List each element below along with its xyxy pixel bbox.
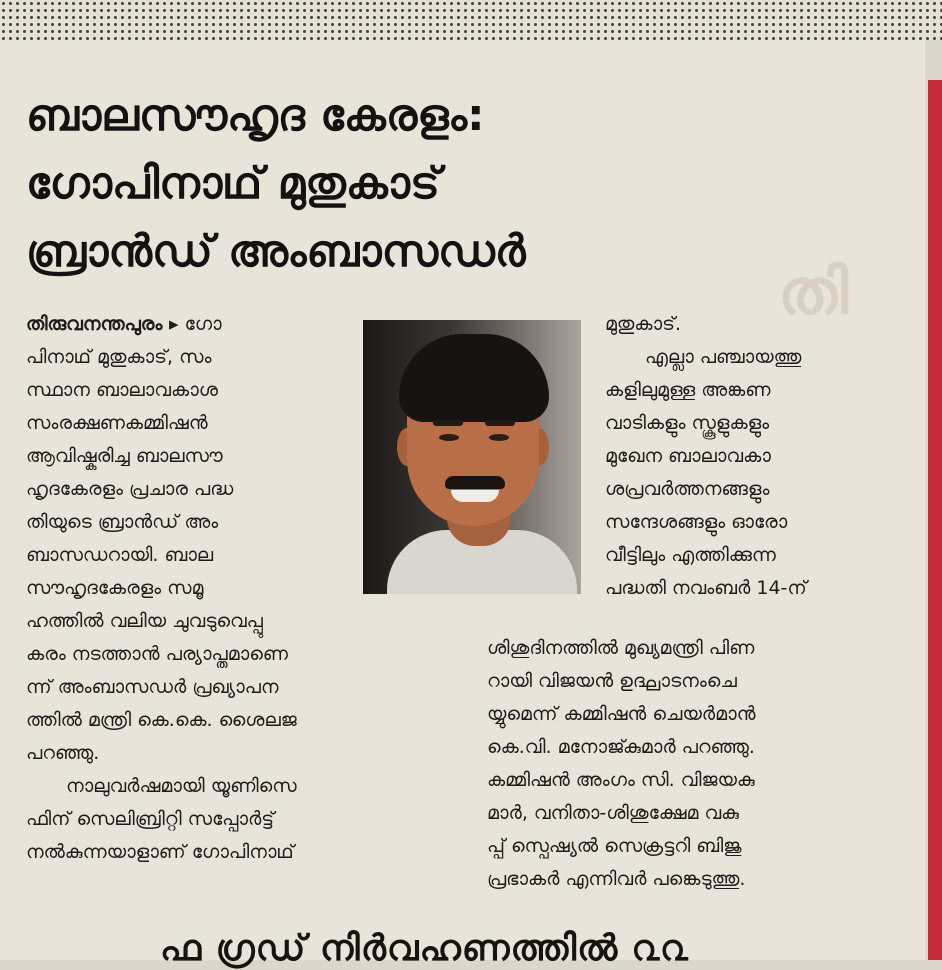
headline-line: ഗോപിനാഥ് മുതുകാട് [26, 158, 440, 209]
body-line: ഹൃദകേരളം പ്രചാര പദ്ധ [26, 478, 234, 500]
body-line: നാലുവർഷമായി യൂണിസെ [66, 775, 297, 797]
eye [439, 434, 459, 441]
article-column-right [605, 308, 915, 605]
body-line: വീട്ടിലും എത്തിക്കുന്ന [605, 544, 776, 566]
body-line: പ്പ് സ്പെഷ്യൽ സെക്രട്ടറി ബിജു [487, 835, 742, 857]
portrait-photo [363, 320, 581, 594]
show-through-text: തി [778, 255, 851, 328]
body-line: മുഖേന ബാലാവകാ [605, 445, 771, 467]
body-line: മാർ, വനിതാ-ശിശുക്ഷേമ വകു [487, 802, 739, 824]
article-column-continued [487, 632, 917, 896]
body-line: പ്രഭാകർ എന്നിവർ പങ്കെടുത്തു. [487, 868, 746, 890]
headline [26, 82, 686, 286]
body-line: ന്ന് അംബാസഡർ പ്രഖ്യാപന [26, 676, 279, 698]
body-text: ഗോ [184, 313, 222, 335]
body-line: കമ്മിഷൻ അംഗം സി. വിജയകു [487, 769, 755, 791]
eyebrow [433, 420, 463, 426]
body-line: കെ.വി. മനോജ്കുമാർ പറഞ്ഞു. [487, 736, 755, 758]
body-line: എല്ലാ പഞ്ചായത്തു [645, 346, 802, 368]
body-line: പറഞ്ഞു. [26, 742, 100, 764]
body-line: കരം നടത്താൻ പര്യാപ്തമാണെ [26, 643, 288, 665]
body-line: യ്യുമെന്ന് കമ്മിഷൻ ചെയർമാൻ [487, 703, 756, 725]
body-line: ശപ്രവർത്തനങ്ങളും [605, 478, 770, 500]
body-line: സ്ഥാന ബാലാവകാശ [26, 379, 218, 401]
body-line: സൗഹൃദകേരളം സമൂ [26, 577, 204, 599]
body-line: ശിശുദിനത്തിൽ മുഖ്യമന്ത്രി പിണ [487, 637, 755, 659]
body-line: ഹത്തിൽ വലിയ ചുവടുവെപ്പു [26, 610, 263, 632]
body-line: ആവിഷ്കരിച്ച ബാലസൗ [26, 445, 223, 467]
body-line: റായി വിജയൻ ഉദ്ഘാടനംചെ [487, 670, 737, 692]
body-line: കളിലുമുള്ള അങ്കണ [605, 379, 771, 401]
body-line: പദ്ധതി നവംബർ 14-ന് [605, 577, 807, 599]
headline-line: ബ്രാൻഡ് അംബാസഡർ [26, 226, 526, 277]
dateline: തിരുവനന്തപുരം ▸ [26, 313, 179, 335]
eye [489, 434, 509, 441]
body-line: നൽകുന്നയാളാണ് ഗോപിനാഥ് [26, 841, 294, 863]
body-line: ത്തിൽ മന്ത്രി കെ.കെ. ശൈലജ [26, 709, 297, 731]
body-line: സന്ദേശങ്ങളും ഓരോ [605, 511, 788, 533]
body-line: പിനാഥ് മുതുകാട്, സം [26, 346, 212, 368]
body-line: തിയുടെ ബ്രാൻഡ് അം [26, 511, 219, 533]
body-line: സംരക്ഷണകമ്മിഷൻ [26, 412, 208, 434]
red-column-rule [928, 80, 942, 960]
body-line: ഫിന് സെലിബ്രിറ്റി സപ്പോർട്ട് [26, 808, 275, 830]
next-article-headline-fragment: ഫ ഗ്രഡ് നിർവഹണത്തിൽ ൨൨ [160, 928, 689, 969]
headline-line: ബാലസൗഹൃദ കേരളം: [26, 90, 485, 141]
moustache [445, 476, 505, 489]
smile [451, 490, 499, 502]
body-line: മുതുകാട്. [605, 313, 682, 335]
body-line: ബാസഡറായി. ബാല [26, 544, 214, 566]
body-line: വാടികളും സ്കൂളുകളും [605, 412, 770, 434]
eyebrow [485, 420, 515, 426]
dotted-border [0, 0, 942, 40]
